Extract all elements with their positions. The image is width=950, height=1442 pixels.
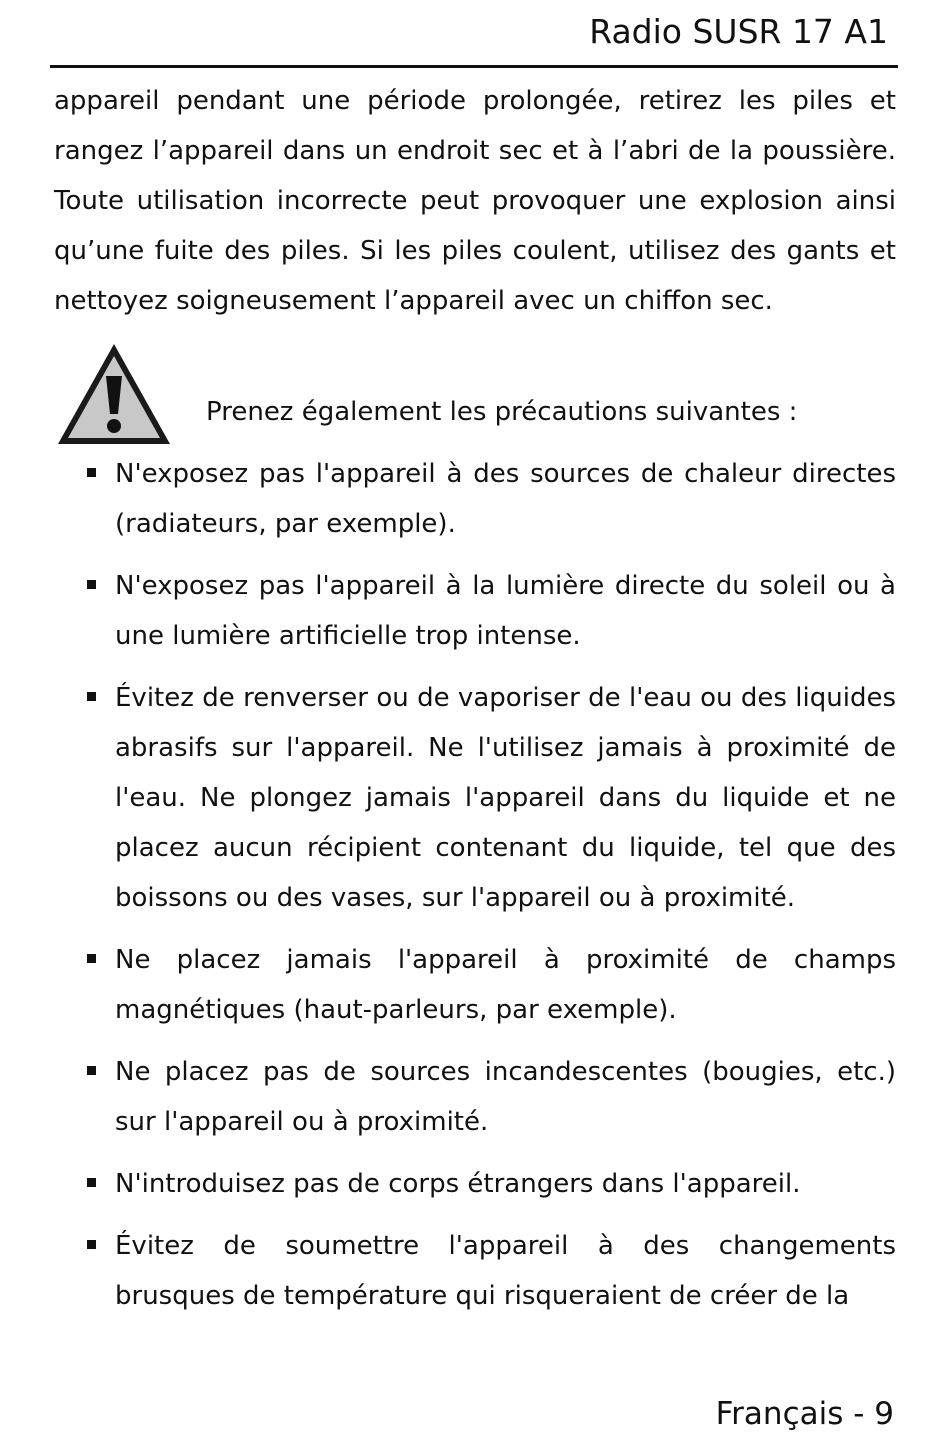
list-item-text: N'introduisez pas de corps étrangers dans l'appareil. [115, 1169, 801, 1199]
list-item [54, 1221, 896, 1321]
header-divider [50, 65, 898, 68]
page-header-title: Radio SUSR 17 A1 [589, 12, 888, 51]
list-item [54, 1047, 896, 1147]
list-item-text: N'exposez pas l'appareil à des sources de chaleur directes (radiateurs, par exemple). [115, 459, 896, 539]
square-bullet-icon [87, 692, 96, 701]
list-item-text: Ne placez pas de sources incandescentes (bougies, etc.) sur l'appareil ou à proximité. [115, 1057, 896, 1137]
list-item [54, 1159, 896, 1209]
square-bullet-icon [87, 580, 96, 589]
warning-text: Prenez également les précautions suivantes : [206, 397, 798, 427]
list-item-text: Évitez de renverser ou de vaporiser de l'eau ou des liquides abrasifs sur l'appareil. Ne l'utilisez jamais à proximité de l'eau. Ne plongez jamais l'appareil dans du liquide et ne placez aucun récipient contenant du liquide, tel que des boissons ou des vases, sur l'appareil ou à proximité. [115, 683, 896, 913]
warning-triangle-icon [54, 340, 174, 448]
list-item [54, 449, 896, 549]
square-bullet-icon [87, 1178, 96, 1187]
square-bullet-icon [87, 954, 96, 963]
square-bullet-icon [87, 468, 96, 477]
list-item-text: Évitez de soumettre l'appareil à des changements brusques de température qui risqueraient de créer de la [115, 1231, 896, 1311]
list-item-text: N'exposez pas l'appareil à la lumière directe du soleil ou à une lumière artificielle trop intense. [115, 571, 896, 651]
list-item [54, 935, 896, 1035]
warning-callout [54, 340, 896, 450]
intro-paragraph: appareil pendant une période prolongée, retirez les piles et rangez l’appareil dans un endroit sec et à l’abri de la poussière. Toute utilisation incorrecte peut provoquer une explosion ainsi qu’une fuite des piles. Si les piles coulent, utilisez des gants et nettoyez soigneusement l’appareil avec un chiffon sec. [54, 86, 896, 316]
precautions-list [54, 449, 896, 1333]
square-bullet-icon [87, 1066, 96, 1075]
list-item [54, 561, 896, 661]
page-footer: Français - 9 [715, 1396, 894, 1432]
list-item [54, 673, 896, 923]
square-bullet-icon [87, 1240, 96, 1249]
list-item-text: Ne placez jamais l'appareil à proximité de champs magnétiques (haut-parleurs, par exemple). [115, 945, 896, 1025]
